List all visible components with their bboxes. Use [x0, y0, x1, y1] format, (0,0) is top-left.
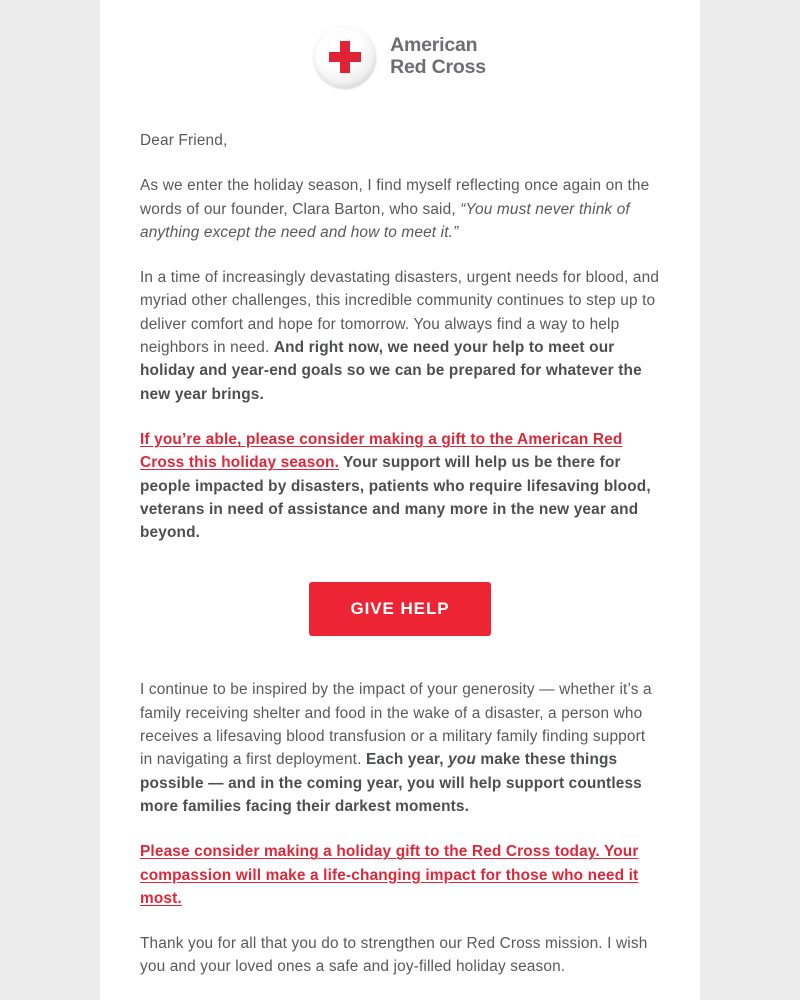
paragraph-1-text: As we enter the holiday season, I find myself reflecting once again on the words of our founder, Clara Barton, who said,	[140, 177, 650, 218]
gift-link-primary[interactable]: If you’re able, please consider making a gift to the American Red Cross this holiday season.	[140, 430, 623, 472]
email-header	[100, 0, 700, 94]
letter-body	[100, 129, 700, 979]
logo-wordmark-line1: American	[390, 34, 478, 57]
paragraph-4-emphasis-2: make these things possible — and in the coming year, you will help support countless more families facing their darkest moments.	[140, 751, 642, 815]
paragraph-5	[140, 840, 660, 910]
paragraph-2	[140, 266, 660, 406]
paragraph-4	[140, 678, 660, 818]
salutation: Dear Friend,	[140, 132, 228, 149]
paragraph-3-text: Your support will help us be there for people impacted by disasters, patients who require lifesaving blood, veterans in need of assistance and many more in the new year and beyond.	[140, 454, 651, 542]
paragraph-2-emphasis: And right now, we need your help to meet our holiday and year-end goals so we can be prepared for whatever the new year brings.	[140, 339, 642, 403]
logo-wordmark	[390, 35, 486, 79]
paragraph-1	[140, 174, 660, 244]
paragraph-4-emphasis-you: you	[448, 751, 476, 769]
paragraph-3	[140, 428, 660, 544]
paragraph-6	[140, 932, 660, 979]
gift-link-secondary[interactable]: Please consider making a holiday gift to the Red Cross today. Your compassion will make a life-changing impact for those who need it most.	[140, 843, 639, 907]
paragraph-6-text: Thank you for all that you do to strengthen our Red Cross mission. I wish you and your loved ones a safe and joy-filled holiday season.	[140, 935, 648, 976]
red-cross-icon	[314, 26, 376, 88]
american-red-cross-logo[interactable]	[314, 26, 486, 88]
paragraph-4-emphasis-1: Each year,	[365, 751, 449, 769]
paragraph-4-text: I continue to be inspired by the impact of your generosity — whether it’s a family receiving shelter and food in the wake of a disaster, a person who receives a lifesaving blood transfusion or a military family finding support in navigating a first deployment.	[140, 681, 652, 769]
cta-container	[140, 582, 660, 636]
paragraph-2-text: In a time of increasingly devastating disasters, urgent needs for blood, and myriad other challenges, this incredible community continues to step up to deliver comfort and hope for tomorrow. You always find a way to help neighbors in need.	[140, 269, 660, 357]
logo-wordmark-line2: Red Cross	[390, 56, 486, 78]
email-content-panel	[100, 0, 700, 1000]
clara-barton-quote: “You must never think of anything except the need and how to meet it.”	[140, 200, 630, 241]
give-help-button[interactable]: GIVE HELP	[309, 582, 490, 636]
